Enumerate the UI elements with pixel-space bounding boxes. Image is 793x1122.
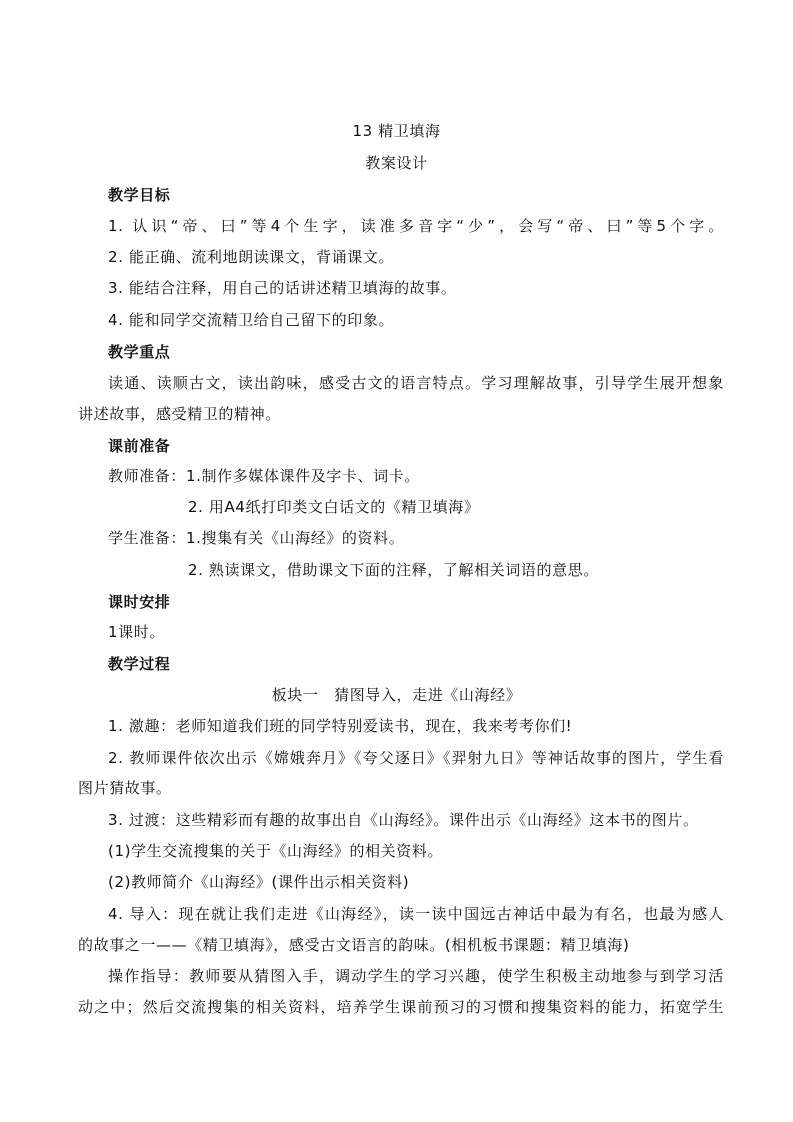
step-line-9: 操作指导：教师要从猜图入手，调动学生的学习兴趣，使学生积极主动地参与到学习活 — [108, 967, 724, 985]
goal-item-1: 1. 认识“帝、曰”等4个生字，读准多音字“少”，会写“帝、曰”等5个字。 — [108, 217, 724, 235]
section-heading-schedule: 课时安排 — [108, 593, 171, 611]
lesson-subtitle: 教案设计 — [365, 154, 428, 172]
step-line-7: 4. 导入：现在就让我们走进《山海经》，读一读中国远古神话中最为有名，也最为感人 — [108, 905, 724, 923]
goal-item-2: 2. 能正确、流利地朗读课文，背诵课文。 — [108, 248, 395, 266]
section-heading-focus: 教学重点 — [108, 343, 171, 361]
student-prep-1: 学生准备：1.搜集有关《山海经》的资料。 — [108, 529, 405, 547]
section-heading-goals: 教学目标 — [108, 186, 171, 204]
teacher-prep-2: 2. 用A4纸打印类文白话文的《精卫填海》 — [188, 498, 480, 516]
step-line-3: 图片猜故事。 — [78, 779, 172, 797]
student-prep-2: 2. 熟读课文，借助课文下面的注释，了解相关词语的意思。 — [188, 561, 599, 579]
section-heading-prep: 课前准备 — [108, 437, 171, 455]
step-line-6: (2)教师简介《山海经》(课件出示相关资料) — [108, 873, 410, 891]
step-line-1: 1. 激趣：老师知道我们班的同学特别爱读书，现在，我来考考你们! — [108, 717, 573, 735]
goal-item-4: 4. 能和同学交流精卫给自己留下的印象。 — [108, 311, 395, 329]
step-line-10: 动之中；然后交流搜集的相关资料，培养学生课前预习的习惯和搜集资料的能力，拓宽学生 — [78, 998, 724, 1016]
section-heading-process: 教学过程 — [108, 655, 171, 673]
lesson-title: 13 精卫填海 — [352, 122, 441, 140]
step-line-4: 3. 过渡：这些精彩而有趣的故事出自《山海经》。课件出示《山海经》这本书的图片。 — [108, 811, 699, 829]
step-line-5: (1)学生交流搜集的关于《山海经》的相关资料。 — [108, 842, 444, 860]
teacher-prep-1: 教师准备：1.制作多媒体课件及字卡、词卡。 — [108, 467, 420, 485]
step-line-2: 2. 教师课件依次出示《嫦娥奔月》《夸父逐日》《羿射九日》等神话故事的图片，学生看 — [108, 749, 724, 767]
focus-line-1: 读通、读顺古文，读出韵味，感受古文的语言特点。学习理解故事，引导学生展开想象 — [108, 374, 724, 392]
goal-item-3: 3. 能结合注释，用自己的话讲述精卫填海的故事。 — [108, 279, 457, 297]
focus-line-2: 讲述故事，感受精卫的精神。 — [78, 405, 281, 423]
schedule-text: 1课时。 — [108, 623, 165, 641]
block1-title: 板块一 猜图导入，走进《山海经》 — [271, 686, 522, 704]
step-line-8: 的故事之一——《精卫填海》，感受古文语言的韵味。(相机板书课题：精卫填海) — [78, 936, 630, 954]
